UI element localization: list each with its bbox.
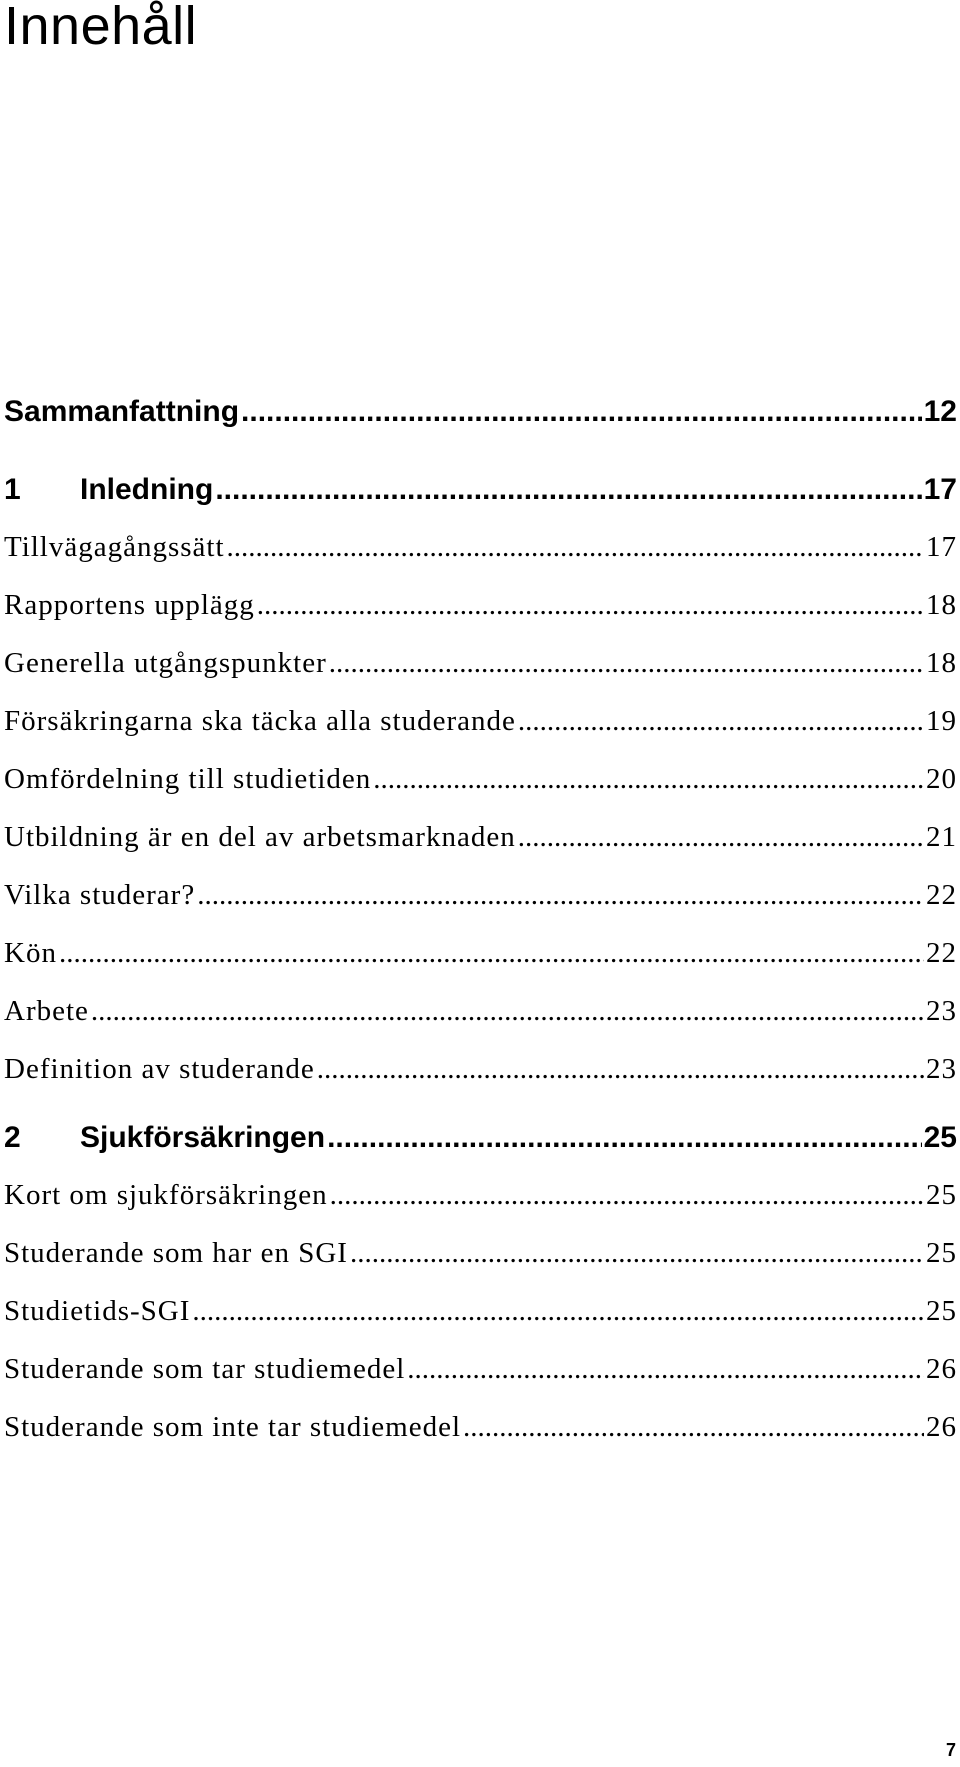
- toc-entry-utbildning[interactable]: [4, 821, 957, 854]
- toc-entry-inte-tar-studiemedel[interactable]: [4, 1411, 957, 1444]
- dot-leader: [350, 1237, 924, 1270]
- toc-entry-page: 21: [926, 821, 957, 853]
- dot-leader: [463, 1411, 924, 1444]
- dot-leader: [91, 995, 924, 1028]
- toc-entry-page: 25: [923, 1121, 957, 1154]
- dot-leader: [330, 1179, 924, 1212]
- toc-entry-title: Rapportens upplägg: [4, 589, 255, 621]
- toc-entry-kon[interactable]: [4, 937, 957, 970]
- toc-entry-title: Studerande som inte tar studiemedel: [4, 1411, 462, 1443]
- toc-entry-title: Studerande som tar studiemedel: [4, 1353, 406, 1385]
- page-title: Innehåll: [4, 0, 198, 56]
- toc-entry-page: 20: [926, 763, 957, 795]
- toc-entry-title: Utbildning är en del av arbetsmarknaden: [4, 821, 516, 853]
- toc-entry-page: 26: [926, 1353, 957, 1385]
- toc-entry-title: Kort om sjukförsäkringen: [4, 1179, 328, 1211]
- dot-leader: [241, 395, 922, 429]
- toc-entry-page: 17: [926, 531, 957, 563]
- dot-leader: [59, 937, 924, 970]
- toc-entry-definition[interactable]: [4, 1053, 957, 1086]
- toc-entry-page: 25: [926, 1237, 957, 1269]
- toc-entry-title: Sjukförsäkringen: [80, 1121, 326, 1154]
- toc-entry-page: 26: [926, 1411, 957, 1443]
- toc-entry-inledning[interactable]: [4, 473, 957, 507]
- dot-leader: [373, 763, 924, 796]
- toc-entry-page: 22: [926, 879, 957, 911]
- toc-entry-arbete[interactable]: [4, 995, 957, 1028]
- toc-entry-tillvagagangssatt[interactable]: [4, 531, 957, 564]
- dot-leader: [215, 473, 921, 507]
- toc-entry-vilka-studerar[interactable]: [4, 879, 957, 912]
- toc-entry-page: 23: [926, 1053, 957, 1085]
- toc-entry-sammanfattning[interactable]: [4, 395, 957, 429]
- toc-entry-forsakringarna[interactable]: [4, 705, 957, 738]
- toc-entry-page: 22: [926, 937, 957, 969]
- toc-entry-kort-om[interactable]: [4, 1179, 957, 1212]
- toc-entry-generella-utgangspunkter[interactable]: [4, 647, 957, 680]
- dot-leader: [317, 1053, 924, 1086]
- dot-leader: [407, 1353, 924, 1386]
- toc-entry-title: Försäkringarna ska täcka alla studerande: [4, 705, 516, 737]
- toc-entry-page: 23: [926, 995, 957, 1027]
- toc-entry-number: 2: [4, 1121, 21, 1154]
- toc-entry-title: Vilka studerar?: [4, 879, 196, 911]
- dot-leader: [327, 1121, 922, 1155]
- toc-entry-page: 17: [923, 473, 957, 506]
- toc-entry-title: Inledning: [80, 473, 214, 506]
- toc-entry-studietids-sgi[interactable]: [4, 1295, 957, 1328]
- toc-entry-title: Studietids-SGI: [4, 1295, 191, 1327]
- dot-leader: [518, 821, 924, 854]
- toc-entry-title: Sammanfattning: [4, 395, 240, 428]
- dot-leader: [518, 705, 924, 738]
- toc-entry-sjukforsakringen[interactable]: [4, 1121, 957, 1155]
- toc-entry-number: 1: [4, 473, 21, 506]
- toc-entry-page: 25: [926, 1179, 957, 1211]
- toc-entry-page: 18: [926, 647, 957, 679]
- toc-entry-title: Omfördelning till studietiden: [4, 763, 372, 795]
- toc-entry-rapportens-upplagg[interactable]: [4, 589, 957, 622]
- dot-leader: [257, 589, 924, 622]
- dot-leader: [329, 647, 924, 680]
- toc-entry-title: Kön: [4, 937, 57, 969]
- toc-entry-tar-studiemedel[interactable]: [4, 1353, 957, 1386]
- toc-entry-title: Studerande som har en SGI: [4, 1237, 348, 1269]
- dot-leader: [227, 531, 924, 564]
- toc-entry-title: Tillvägagångssätt: [4, 531, 225, 563]
- dot-leader: [192, 1295, 924, 1328]
- toc-entry-har-en-sgi[interactable]: [4, 1237, 957, 1270]
- toc-entry-omfordelning[interactable]: [4, 763, 957, 796]
- toc-entry-title: Definition av studerande: [4, 1053, 315, 1085]
- toc-entry-title: Arbete: [4, 995, 89, 1027]
- dot-leader: [197, 879, 924, 912]
- toc-entry-page: 18: [926, 589, 957, 621]
- toc-entry-page: 19: [926, 705, 957, 737]
- toc-entry-title: Generella utgångspunkter: [4, 647, 327, 679]
- toc-entry-page: 12: [923, 395, 957, 428]
- page-number: 7: [945, 1740, 956, 1760]
- toc-entry-page: 25: [926, 1295, 957, 1327]
